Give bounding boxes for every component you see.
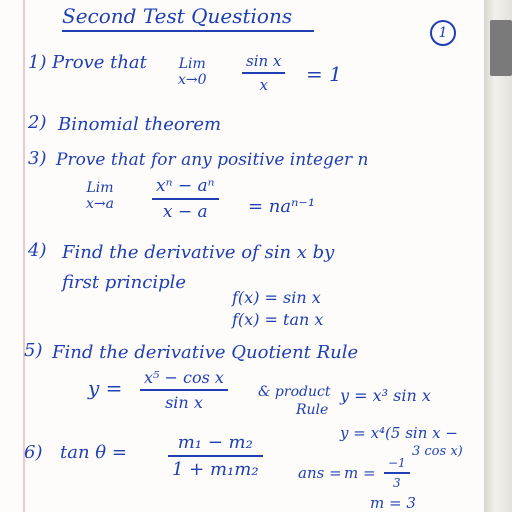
q5-product-derivative-cont: 3 cos x) <box>412 444 463 459</box>
page-edge-tab <box>490 20 512 76</box>
q3-text: Prove that for any positive integer n <box>56 150 369 170</box>
q5-product-label: & product <box>258 384 331 400</box>
q5-lhs: y = <box>88 376 123 400</box>
q5-number: 5) <box>24 340 43 361</box>
q3-lim-sub: x→a <box>86 196 114 212</box>
q3-number: 3) <box>28 148 47 169</box>
q6-fraction-bar <box>168 455 263 457</box>
q1-number: 1) <box>28 52 47 73</box>
q4-text: Find the derivative of sin x by <box>62 242 335 263</box>
q6-number: 6) <box>24 442 43 463</box>
q6-answer-2: m = 3 <box>370 494 416 512</box>
q1-rhs: = 1 <box>306 62 342 86</box>
q5-product-derivative: y = x⁴(5 sin x − <box>340 424 458 442</box>
margin-line <box>23 0 25 512</box>
q1-lim-sub: x→0 <box>178 72 207 88</box>
q3-denominator: x − a <box>162 202 208 222</box>
q5-denominator: sin x <box>165 393 203 412</box>
q1-denominator: x <box>259 76 268 94</box>
q6-answer-1-bar <box>384 472 410 474</box>
page-number: 1 <box>430 20 456 46</box>
q6-answer-1-denominator: 3 <box>393 476 401 490</box>
q5-fraction <box>140 368 228 412</box>
q4-equation-1: f(x) = sin x <box>232 288 321 307</box>
q6-fraction <box>168 432 263 480</box>
q2-number: 2) <box>28 112 47 133</box>
q6-answer-1-numerator: −1 <box>388 456 406 470</box>
q3-lim-label: Lim <box>86 180 114 196</box>
q1-fraction-bar <box>242 72 285 74</box>
q1-text: Prove that <box>52 52 147 73</box>
q6-answer-1-lhs: m = <box>344 464 376 482</box>
q6-lhs: tan θ = <box>60 442 127 463</box>
q5-fraction-bar <box>140 389 228 391</box>
q6-answer-label: ans = <box>298 464 342 482</box>
q4-number: 4) <box>28 240 47 261</box>
q3-numerator: xⁿ − aⁿ <box>156 176 215 196</box>
q2-text: Binomial theorem <box>58 114 222 135</box>
q6-answer-1-fraction <box>384 456 410 490</box>
page-stack-edge <box>484 0 512 512</box>
q1-limit <box>178 56 207 88</box>
q6-numerator: m₁ − m₂ <box>177 432 253 453</box>
q1-lim-label: Lim <box>178 56 206 72</box>
q3-fraction-bar <box>152 198 219 200</box>
q5-numerator: x⁵ − cos x <box>144 368 224 387</box>
q3-fraction <box>152 176 219 222</box>
page-title: Second Test Questions <box>62 4 293 28</box>
q3-rhs: = naⁿ⁻¹ <box>248 196 316 217</box>
q1-numerator: sin x <box>246 52 282 70</box>
q4-text-line2: first principle <box>62 272 187 293</box>
q4-equation-2: f(x) = tan x <box>232 310 324 329</box>
q6-denominator: 1 + m₁m₂ <box>172 459 259 480</box>
q5-text: Find the derivative Quotient Rule <box>52 342 359 363</box>
q5-product-eq: y = x³ sin x <box>340 386 431 405</box>
q1-fraction <box>242 52 285 94</box>
q3-limit <box>86 180 114 212</box>
q5-rule-label: Rule <box>296 402 329 418</box>
title-underline <box>62 30 314 32</box>
